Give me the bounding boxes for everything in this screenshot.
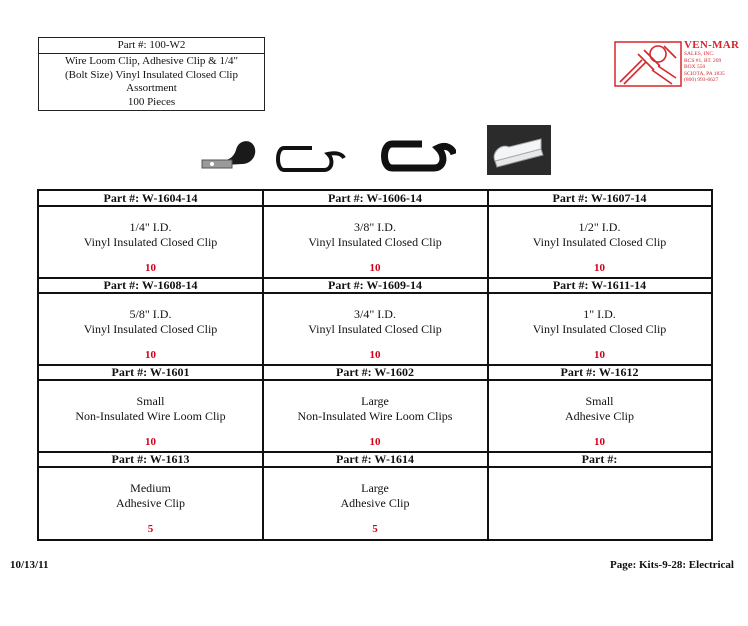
product-size: Medium [130, 481, 171, 495]
part-number: Part #: W-1611-14 [552, 278, 647, 292]
product-quantity: 10 [145, 436, 156, 448]
product-grid [37, 189, 713, 541]
kit-part-number: Part #: 100-W2 [39, 38, 264, 54]
product-size: 3/8" I.D. [354, 220, 396, 234]
part-number: Part #: W-1607-14 [552, 191, 647, 205]
product-cell [263, 191, 487, 274]
product-quantity: 10 [594, 349, 605, 361]
part-number: Part #: W-1613 [111, 452, 190, 466]
kit-desc-line: Wire Loom Clip, Adhesive Clip & 1/4" [64, 55, 238, 67]
part-number: Part #: [581, 452, 618, 466]
product-description: Non-Insulated Wire Loom Clip [75, 408, 226, 423]
product-cell [39, 191, 262, 274]
product-size: 1/2" I.D. [578, 220, 621, 234]
product-size: 5/8" I.D. [129, 307, 172, 321]
product-size: 3/4" I.D. [354, 307, 396, 321]
product-cell [39, 365, 262, 448]
product-description: Adhesive Clip [565, 408, 634, 423]
part-number: Part #: W-1612 [560, 365, 639, 379]
product-size: Small [136, 394, 165, 408]
product-cell [488, 278, 711, 361]
kit-description [39, 54, 264, 109]
part-number: Part #: W-1608-14 [103, 278, 198, 292]
product-description: Vinyl Insulated Closed Clip [308, 321, 442, 336]
product-cell [39, 452, 262, 535]
product-size: 1/4" I.D. [129, 220, 172, 234]
part-number: Part #: W-1602 [336, 365, 414, 379]
product-quantity: 5 [372, 523, 378, 535]
kit-desc-line: 100 Pieces [127, 95, 176, 108]
vinyl-closed-clip-image [198, 130, 262, 176]
logo-company-name: VEN-MAR [684, 39, 740, 51]
part-number: Part #: W-1606-14 [328, 191, 422, 205]
product-cell-empty [488, 452, 711, 481]
large-loom-clip-image [380, 136, 456, 176]
kit-desc-line: (Bolt Size) Vinyl Insulated Closed Clip [65, 68, 238, 81]
product-description: Vinyl Insulated Closed Clip [83, 234, 218, 249]
product-quantity: 10 [369, 262, 381, 274]
product-cell [263, 365, 487, 448]
product-size: Large [361, 394, 389, 408]
product-size: 1" I.D. [583, 307, 616, 321]
product-cell [488, 365, 711, 448]
product-cell [263, 452, 487, 535]
product-description: Vinyl Insulated Closed Clip [308, 234, 442, 249]
logo-line: (800) 993-6627 [684, 77, 719, 83]
product-description: Vinyl Insulated Closed Clip [532, 321, 667, 336]
product-description: Vinyl Insulated Closed Clip [83, 321, 218, 336]
product-quantity: 10 [369, 349, 381, 361]
kit-desc-line: Assortment [126, 82, 177, 94]
part-number: Part #: W-1601 [111, 365, 190, 379]
logo-text-block [684, 40, 739, 84]
logo-line: SCIOTA, PA 1835 [684, 70, 725, 77]
product-description: Adhesive Clip [340, 495, 410, 510]
product-quantity: 10 [369, 436, 381, 448]
adhesive-clip-image [487, 125, 551, 175]
kit-header-box [38, 37, 265, 111]
part-number: Part #: W-1604-14 [103, 191, 198, 205]
logo-line: BOX 550 [684, 64, 706, 70]
part-number: Part #: W-1609-14 [328, 278, 422, 292]
product-quantity: 10 [145, 349, 156, 361]
logo-line: RCS #1, RT. 209 [684, 57, 722, 64]
product-cell [263, 278, 487, 361]
product-quantity: 10 [594, 436, 605, 448]
product-quantity: 10 [145, 262, 156, 274]
product-size: Large [361, 481, 389, 495]
part-number: Part #: W-1614 [336, 452, 414, 466]
product-cell [39, 278, 262, 361]
product-size: Small [585, 394, 614, 408]
footer-page-label: Page: Kits-9-28: Electrical [609, 559, 734, 571]
logo-line: SALES, INC. [684, 51, 715, 57]
product-description: Non-Insulated Wire Loom Clips [297, 408, 453, 423]
footer-date: 10/13/11 [10, 559, 49, 571]
product-quantity: 10 [594, 262, 605, 274]
product-description: Vinyl Insulated Closed Clip [532, 234, 667, 249]
product-description: Adhesive Clip [116, 495, 185, 510]
product-quantity: 5 [147, 523, 154, 535]
product-cell [488, 191, 711, 274]
small-loom-clip-image [272, 140, 348, 178]
